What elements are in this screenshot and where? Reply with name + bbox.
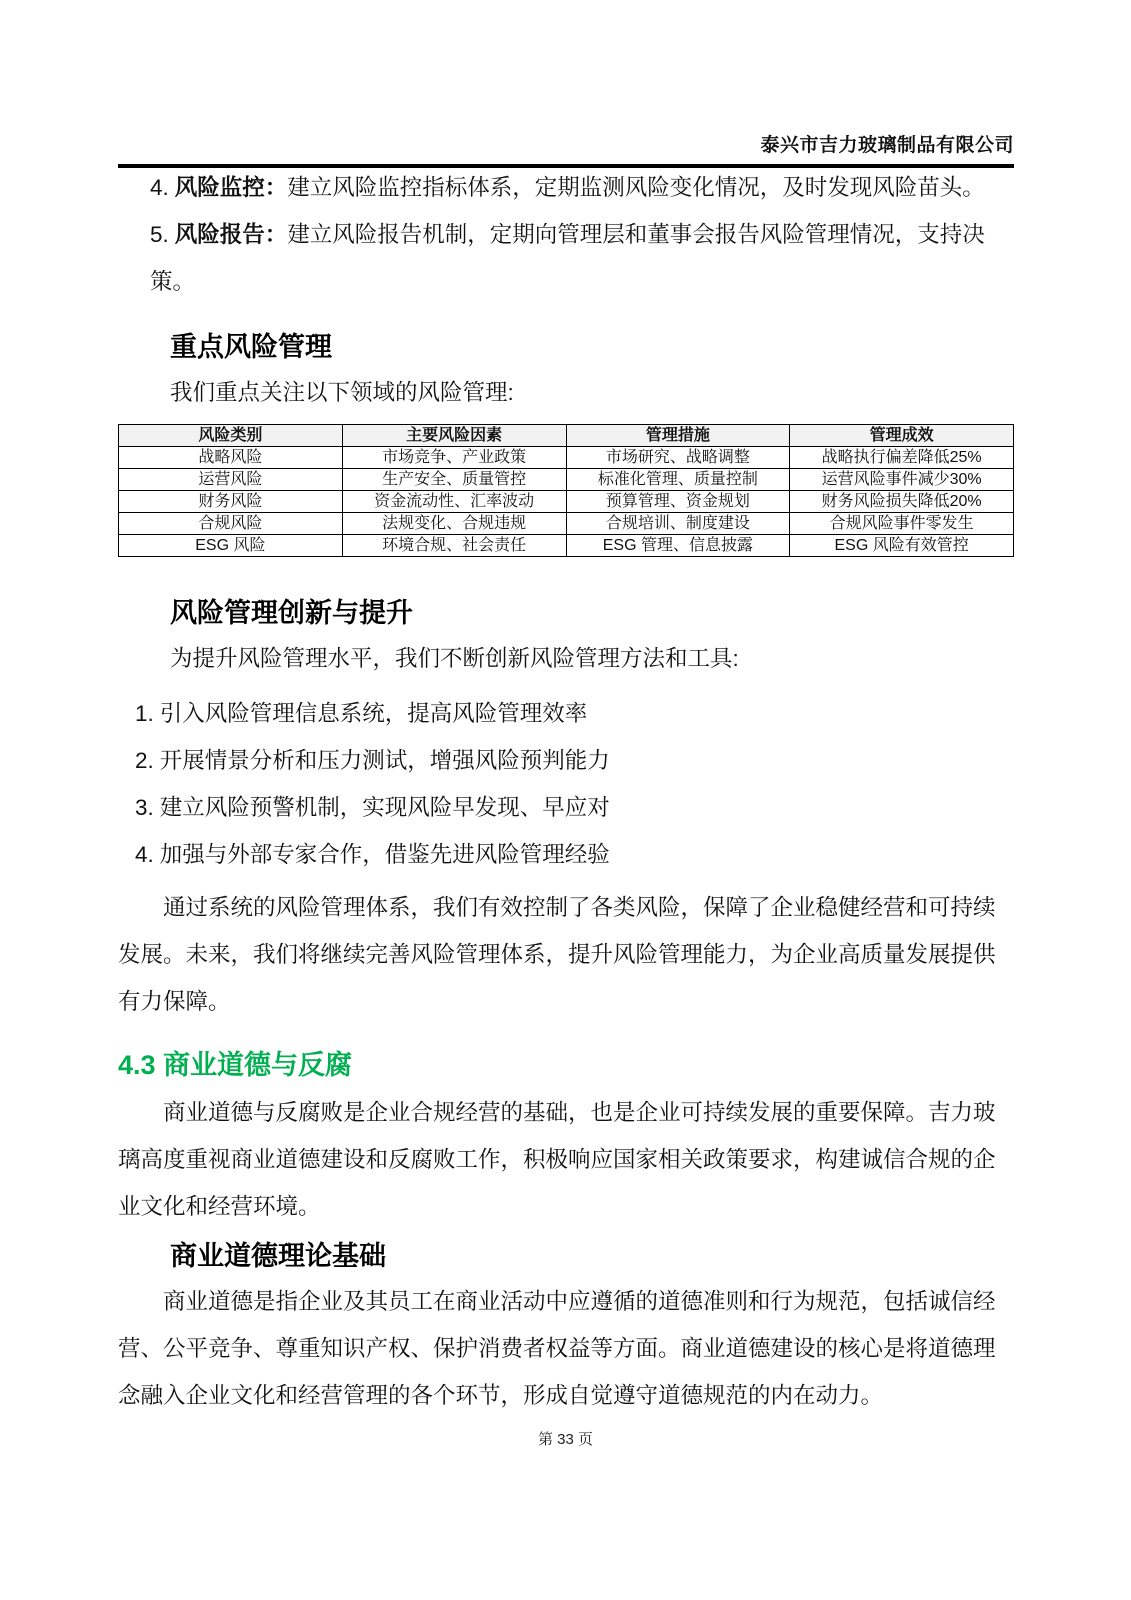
page-number: 第 33 页	[537, 1431, 594, 1448]
list-number: 4.	[150, 175, 169, 200]
table-row	[119, 491, 1014, 513]
col-header-results: 管理成效	[790, 425, 1014, 447]
table-row	[119, 513, 1014, 535]
cell-risk-type: 财务风险	[119, 491, 343, 513]
table-row	[119, 447, 1014, 469]
cell-measures: 预算管理、资金规划	[566, 491, 790, 513]
list-number: 4.	[135, 842, 154, 867]
cell-risk-factors: 生产安全、质量管控	[342, 469, 566, 491]
list-item	[118, 831, 1014, 878]
cell-measures: ESG 管理、信息披露	[566, 535, 790, 557]
risk-table-head	[119, 425, 1014, 447]
document-body	[118, 164, 1014, 1419]
cell-risk-type: ESG 风险	[119, 535, 343, 557]
table-row	[119, 535, 1014, 557]
cell-risk-type: 战略风险	[119, 447, 343, 469]
section-heading-ethics: 4.3 商业道德与反腐	[118, 1050, 353, 1080]
cell-risk-factors: 资金流动性、汇率波动	[342, 491, 566, 513]
list-item	[118, 737, 1014, 784]
section-heading-key-risk: 重点风险管理	[170, 332, 332, 362]
key-risk-intro: 我们重点关注以下领域的风险管理:	[170, 380, 514, 405]
col-header-risk-factors: 主要风险因素	[342, 425, 566, 447]
cell-measures: 标准化管理、质量控制	[566, 469, 790, 491]
cell-risk-factors: 市场竞争、产业政策	[342, 447, 566, 469]
list-number: 3.	[135, 795, 154, 820]
cell-measures: 市场研究、战略调整	[566, 447, 790, 469]
list-item-text: 加强与外部专家合作，借鉴先进风险管理经验	[159, 842, 610, 867]
list-item	[118, 784, 1014, 831]
list-item-text: 引入风险管理信息系统，提高风险管理效率	[159, 701, 588, 726]
risk-step-item	[118, 164, 1014, 211]
col-header-measures: 管理措施	[566, 425, 790, 447]
risk-step-text: 建立风险监控指标体系，定期监测风险变化情况，及时发现风险苗头。	[287, 175, 985, 200]
list-item	[118, 690, 1014, 737]
risk-step-label: 风险报告：	[174, 222, 288, 247]
risk-step-text: 建立风险报告机制，定期向管理层和董事会报告风险管理情况，支持决策。	[150, 222, 985, 294]
list-item-text: 建立风险预警机制，实现风险早发现、早应对	[159, 795, 610, 820]
list-number: 2.	[135, 748, 154, 773]
innovation-list	[118, 690, 1014, 878]
risk-table-body	[119, 447, 1014, 557]
cell-risk-type: 合规风险	[119, 513, 343, 535]
table-header-row	[119, 425, 1014, 447]
cell-risk-factors: 法规变化、合规违规	[342, 513, 566, 535]
cell-results: 财务风险损失降低20%	[790, 491, 1014, 513]
cell-results: 合规风险事件零发生	[790, 513, 1014, 535]
innovation-summary: 通过系统的风险管理体系，我们有效控制了各类风险，保障了企业稳健经营和可持续发展。未来，我们将继续完善风险管理体系，提升风险管理能力，为企业高质量发展提供有力保障。	[118, 895, 996, 1014]
cell-results: 战略执行偏差降低25%	[790, 447, 1014, 469]
cell-risk-type: 运营风险	[119, 469, 343, 491]
cell-measures: 合规培训、制度建设	[566, 513, 790, 535]
risk-step-label: 风险监控：	[174, 175, 288, 200]
subsection-heading-ethics-theory: 商业道德理论基础	[170, 1241, 386, 1271]
list-item-text: 开展情景分析和压力测试，增强风险预判能力	[159, 748, 610, 773]
innovation-intro: 为提升风险管理水平，我们不断创新风险管理方法和工具:	[170, 646, 739, 671]
risk-table	[118, 424, 1014, 557]
section-heading-innovation: 风险管理创新与提升	[170, 598, 413, 628]
ethics-intro: 商业道德与反腐败是企业合规经营的基础，也是企业可持续发展的重要保障。吉力玻璃高度重视商业道德建设和反腐败工作，积极响应国家相关政策要求，构建诚信合规的企业文化和经营环境。	[118, 1100, 996, 1219]
list-number: 5.	[150, 222, 169, 247]
ethics-theory-body: 商业道德是指企业及其员工在商业活动中应遵循的道德准则和行为规范，包括诚信经营、公平竞争、尊重知识产权、保护消费者权益等方面。商业道德建设的核心是将道德理念融入企业文化和经营管理的各个环节，形成自觉遵守道德规范的内在动力。	[118, 1289, 996, 1408]
risk-step-item	[118, 211, 1014, 305]
col-header-risk-type: 风险类别	[119, 425, 343, 447]
table-row	[119, 469, 1014, 491]
page-header-company: 泰兴市吉力玻璃制品有限公司	[118, 130, 1014, 168]
list-number: 1.	[135, 701, 154, 726]
cell-results: ESG 风险有效管控	[790, 535, 1014, 557]
cell-risk-factors: 环境合规、社会责任	[342, 535, 566, 557]
cell-results: 运营风险事件减少30%	[790, 469, 1014, 491]
